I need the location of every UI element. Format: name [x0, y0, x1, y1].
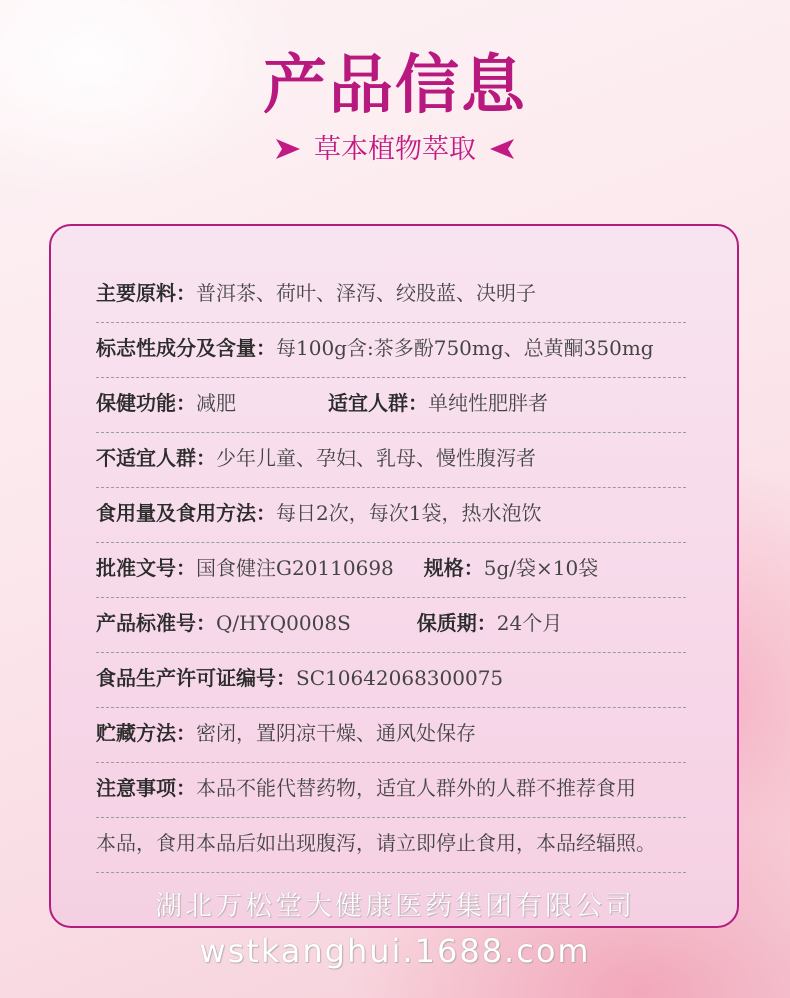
row-dosage	[96, 498, 686, 553]
marker-label: 标志性成分及含量：	[96, 336, 276, 360]
product-info-card	[49, 224, 739, 928]
triangle-right-icon	[276, 131, 300, 171]
subtitle-text: 草本植物萃取	[314, 134, 476, 165]
suitable-value: 单纯性肥胖者	[428, 391, 548, 415]
approval-label: 批准文号：	[96, 556, 196, 580]
suitable-label: 适宜人群：	[328, 391, 428, 415]
notice-value-line-1: 本品不能代替药物，适宜人群外的人群不推荐食用	[196, 776, 636, 800]
row-notice	[96, 773, 686, 828]
triangle-left-icon	[490, 131, 514, 171]
notice-label: 注意事项：	[96, 776, 196, 800]
ingredients-label: 主要原料：	[96, 281, 196, 305]
page-subtitle	[0, 130, 790, 171]
row-license	[96, 663, 686, 718]
dosage-label: 食用量及食用方法：	[96, 501, 276, 525]
function-value: 减肥	[196, 391, 236, 415]
notice-value-line-2: 本品，食用本品后如出现腹泻，请立即停止食用，本品经辐照。	[96, 831, 656, 855]
ingredients-value: 普洱茶、荷叶、泽泻、绞股蓝、决明子	[196, 281, 536, 305]
spec-value: 5g/袋×10袋	[483, 556, 599, 580]
storage-label: 贮藏方法：	[96, 721, 196, 745]
license-value: SC10642068300075	[296, 666, 504, 690]
unsuitable-label: 不适宜人群：	[96, 446, 216, 470]
shelf-life-label: 保质期：	[416, 611, 497, 635]
license-label: 食品生产许可证编号：	[96, 666, 296, 690]
row-approval-spec	[96, 553, 686, 608]
row-standard-shelf	[96, 608, 686, 663]
page-title: 产品信息	[263, 48, 527, 123]
standard-value: Q/HYQ0008S	[216, 611, 351, 635]
row-function-suitable	[96, 388, 686, 443]
marker-value: 每100g含:茶多酚750mg、总黄酮350mg	[276, 336, 654, 360]
function-label: 保健功能：	[96, 391, 196, 415]
approval-value: 国食健注G20110698	[196, 556, 394, 580]
spec-label: 规格：	[423, 556, 484, 580]
unsuitable-value: 少年儿童、孕妇、乳母、慢性腹泻者	[216, 446, 536, 470]
standard-label: 产品标准号：	[96, 611, 216, 635]
row-ingredients	[96, 278, 686, 333]
row-storage	[96, 718, 686, 773]
storage-value: 密闭，置阴凉干燥、通风处保存	[196, 721, 476, 745]
company-watermark: 湖北万松堂大健康医药集团有限公司	[155, 891, 635, 922]
row-unsuitable	[96, 443, 686, 498]
dosage-value: 每日2次，每次1袋，热水泡饮	[276, 501, 542, 525]
row-marker-content	[96, 333, 686, 388]
shelf-life-value: 24个月	[496, 611, 563, 635]
row-notice-continued	[96, 828, 686, 883]
site-url-watermark: wstkanghui.1688.com	[199, 932, 591, 970]
